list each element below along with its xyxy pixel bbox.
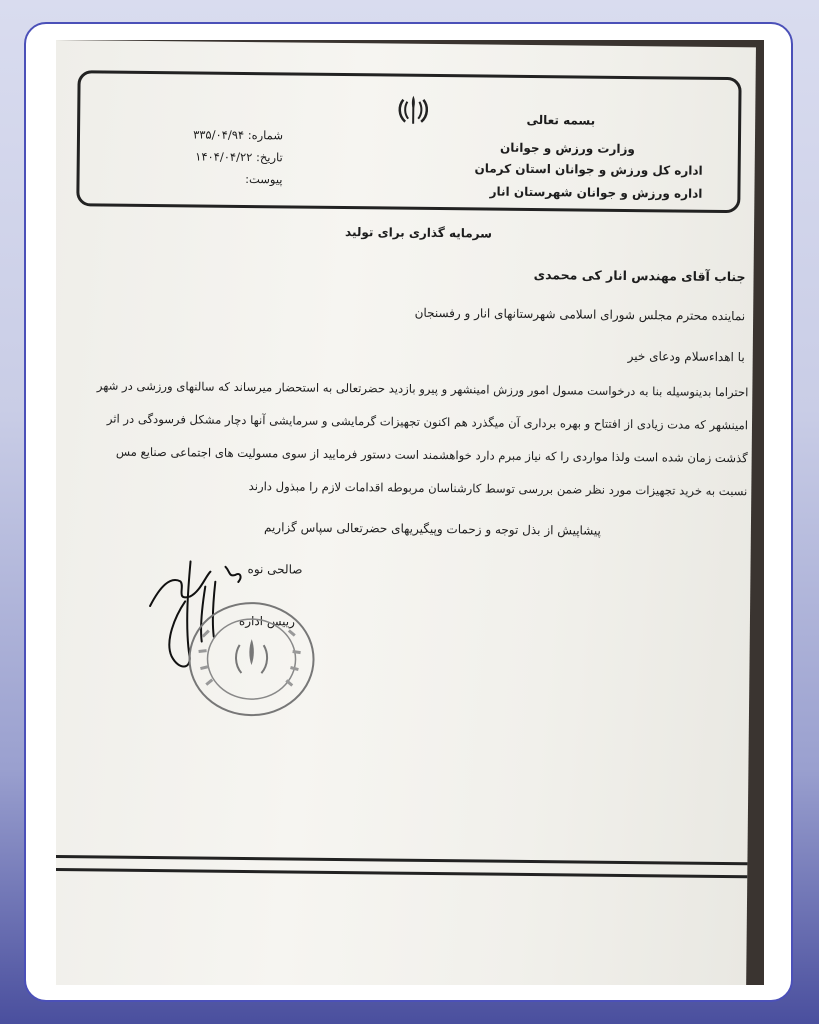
recipient-title: نماینده محترم مجلس شورای اسلامی شهرستانهای انار و رفسنجان (414, 305, 746, 324)
signer-title: رییس اداره (238, 613, 295, 629)
letter-number: شماره: ۳۳۵/۰۴/۹۴ (193, 127, 284, 143)
closing: پیشاپیش از بذل توجه و زحمات وپیگیریهای حضرتعالی سپاس گزاریم (263, 520, 601, 538)
recipient: جناب آقای مهندس انار کی محمدی (533, 267, 746, 285)
body-line-4: نسبت به خرید تجهیزات مورد نظر ضمن بررسی توسط کارشناسان مربوطه اقدامات لازم را مبذول دارند (248, 479, 748, 499)
bottom-rule-1 (56, 855, 747, 865)
body-line-3: گذشت زمان شده است ولذا مواردی را که نیاز مبرم دارد خواهشمند است دستور فرمایید از سوی مسولیت های اجتماعی صنایع مس (115, 444, 748, 466)
slogan: سرمایه گذاری برای تولید (345, 225, 493, 241)
bottom-rule-2 (56, 868, 747, 878)
signer-name: صالحی نوه (247, 562, 303, 577)
letter-attachment: پیوست: (245, 171, 283, 187)
official-stamp (184, 596, 320, 722)
invocation: بسمه تعالی (526, 112, 596, 128)
greeting: با اهداءسلام ودعای خیر (627, 349, 745, 365)
org-line-ministry: وزارت ورزش و جوانان (500, 140, 635, 157)
letter-paper (56, 40, 756, 985)
body-line-1: احتراما بدینوسیله بنا به درخواست مسول امور ورزش امینشهر و پیرو بازدید حضرتعالی به استحضار میرساند که سالنهای ورزشی در شهر (96, 378, 749, 400)
letter-photo (56, 40, 764, 985)
body-line-2: امینشهر که مدت زیادی از افتتاح و بهره برداری آن میگذرد هم اکنون تجهیزات گرمایشی و سرمایشی آنها دچار مشکل فرسودگی در اثر (106, 411, 749, 433)
org-line-province: اداره کل ورزش و جوانان استان کرمان (474, 161, 703, 178)
letter-date: تاریخ: ۱۴۰۴/۰۴/۲۲ (195, 149, 283, 165)
iran-emblem-icon (395, 94, 431, 126)
org-line-county: اداره ورزش و جوانان شهرستان انار (489, 184, 703, 201)
